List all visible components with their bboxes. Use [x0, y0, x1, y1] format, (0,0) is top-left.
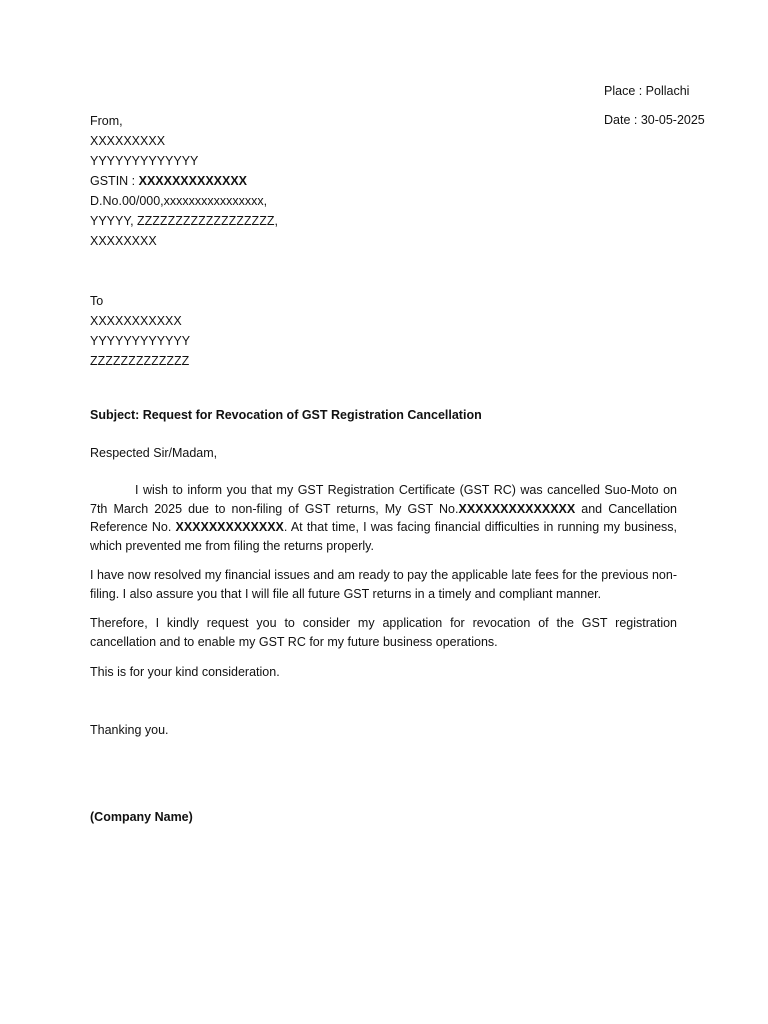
date-line: Date : 30-05-2025: [604, 113, 705, 127]
from-address2: YYYYY, ZZZZZZZZZZZZZZZZZZ,: [90, 214, 278, 228]
gstin-label: GSTIN :: [90, 174, 139, 188]
from-address3: XXXXXXXX: [90, 234, 157, 248]
to-line3: ZZZZZZZZZZZZZ: [90, 354, 190, 368]
body-paragraph-4: This is for your kind consideration.: [90, 665, 280, 679]
body-paragraph-2: I have now resolved my financial issues and am ready to pay the applicable late fees for the previous non-filing. I also assure you that I will file all future GST returns in a timely and compliant manner.: [90, 568, 677, 601]
body-paragraph-1: [90, 481, 677, 555]
subject-line: Subject: Request for Revocation of GST Registration Cancellation: [90, 408, 482, 422]
closing-line: Thanking you.: [90, 723, 169, 737]
from-line2: YYYYYYYYYYYYY: [90, 154, 199, 168]
to-label: To: [90, 294, 104, 308]
signature-company-name: (Company Name): [90, 810, 193, 824]
para1-part3: . At that time, I was facing financial difficulties in running my business, which prevented me from filing the returns properly.: [90, 520, 677, 553]
from-label: From,: [90, 114, 123, 128]
to-address-block: [90, 291, 190, 371]
body-paragraph-3: Therefore, I kindly request you to consider my application for revocation of the GST registration cancellation and to enable my GST RC for my future business operations.: [90, 616, 677, 649]
cancellation-reference-number: XXXXXXXXXXXXX: [175, 520, 284, 535]
to-line1: XXXXXXXXXXX: [90, 314, 182, 328]
from-address1: D.No.00/000,xxxxxxxxxxxxxxxx,: [90, 194, 268, 208]
gst-number: XXXXXXXXXXXXXX: [458, 501, 576, 516]
from-address-block: [90, 111, 278, 251]
gstin-value: XXXXXXXXXXXXX: [138, 174, 248, 188]
gstin-line: [90, 171, 278, 191]
to-line2: YYYYYYYYYYYY: [90, 334, 191, 348]
salutation: Respected Sir/Madam,: [90, 446, 218, 460]
para1-part1: I wish to inform you that my GST Registration Certificate (GST RC) was cancelled Suo-Moto on 7th March 2025 due to non-filing of GST returns, My GST No.: [90, 483, 677, 516]
para1-part2: and Cancellation Reference No.: [90, 501, 677, 535]
from-name: XXXXXXXXX: [90, 134, 166, 148]
place-line: Place : Pollachi: [604, 84, 690, 98]
